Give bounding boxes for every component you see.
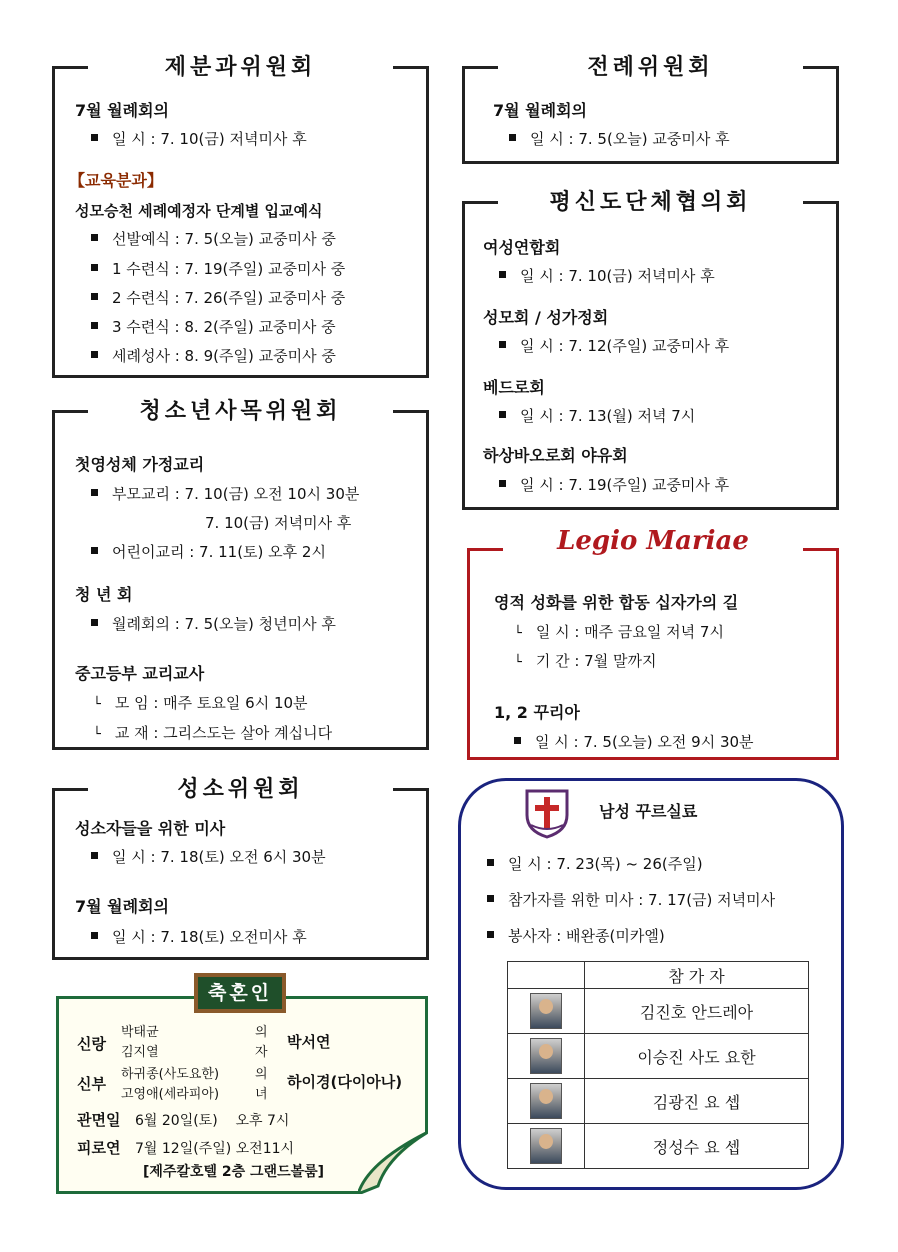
section-title: 전례위원회 bbox=[587, 55, 714, 80]
heading: 베드로회 bbox=[483, 378, 545, 397]
person-photo bbox=[530, 993, 562, 1029]
groom-label: 신랑 bbox=[77, 1035, 106, 1053]
groom-parent: 김지열 bbox=[121, 1045, 159, 1060]
heading: 성모회 / 성가정회 bbox=[483, 308, 609, 327]
list-item: 2 수련식 : 7. 26(주일) 교중미사 중 bbox=[91, 287, 345, 308]
page-curl-icon bbox=[358, 1132, 428, 1194]
list-item: 참가자를 위한 미사 : 7. 17(금) 저녁미사 bbox=[487, 889, 775, 910]
list-item: 일 시 : 7. 12(주일) 교중미사 후 bbox=[499, 335, 729, 356]
participant-name: 정성수 요 셉 bbox=[585, 1124, 809, 1169]
piroyeon-label: 피로연 bbox=[77, 1139, 121, 1157]
list-item: 1 수련식 : 7. 19(주일) 교중미사 중 bbox=[91, 258, 345, 279]
list-item: 월례회의 : 7. 5(오늘) 청년미사 후 bbox=[91, 613, 336, 634]
list-item: └ 교 재 : 그리스도는 살아 계십니다 bbox=[93, 724, 333, 742]
list-item: 어린이교리 : 7. 11(토) 오후 2시 bbox=[91, 541, 326, 562]
list-item: └ 모 임 : 매주 토요일 6시 10분 bbox=[93, 694, 308, 712]
list-item: 일 시 : 7. 18(토) 오전미사 후 bbox=[91, 926, 307, 947]
list-item: 선발예식 : 7. 5(오늘) 교중미사 중 bbox=[91, 228, 336, 249]
heading: 남성 꾸르실료 bbox=[599, 802, 698, 821]
heading: 1, 2 꾸리아 bbox=[494, 703, 580, 722]
relation-char: 의 bbox=[255, 1067, 268, 1082]
heading: 7월 월례회의 bbox=[75, 101, 169, 120]
bride-parent: 하귀종(사도요한) bbox=[121, 1067, 220, 1082]
section-title: 청소년사목위원회 bbox=[139, 399, 342, 424]
heading: 여성연합회 bbox=[483, 238, 561, 257]
groom-name: 박서연 bbox=[287, 1033, 331, 1051]
bride-parent: 고영애(세라피아) bbox=[121, 1087, 220, 1102]
list-item: 일 시 : 7. 5(오늘) 오전 9시 30분 bbox=[514, 731, 754, 752]
section-title: 성소위원회 bbox=[177, 777, 304, 802]
list-item: 일 시 : 7. 23(목) ~ 26(주일) bbox=[487, 853, 703, 874]
gwanmyeon-label: 관면일 bbox=[77, 1111, 121, 1129]
person-photo bbox=[530, 1128, 562, 1164]
list-item: └ 기 간 : 7월 말까지 bbox=[514, 652, 657, 670]
list-item: └ 일 시 : 매주 금요일 저녁 7시 bbox=[514, 623, 724, 641]
list-item: 3 수련식 : 8. 2(주일) 교중미사 중 bbox=[91, 316, 336, 337]
participant-name: 김진호 안드레아 bbox=[585, 989, 809, 1034]
cursillo-emblem-icon bbox=[521, 787, 573, 839]
bride-name: 하이경(다이아나) bbox=[287, 1073, 403, 1091]
list-item: 일 시 : 7. 5(오늘) 교중미사 후 bbox=[509, 128, 730, 149]
heading: 7월 월례회의 bbox=[493, 101, 587, 120]
list-item: 세례성사 : 8. 9(주일) 교중미사 중 bbox=[91, 345, 336, 366]
table-row bbox=[508, 989, 809, 1034]
list-item: 부모교리 : 7. 10(금) 오전 10시 30분 bbox=[91, 483, 359, 504]
person-photo bbox=[530, 1038, 562, 1074]
tag: 【교육분과】 bbox=[69, 171, 163, 190]
youth-section bbox=[52, 399, 429, 750]
section-title: 평신도단체협의회 bbox=[549, 190, 752, 215]
legio-section bbox=[467, 526, 839, 760]
pyeongsindo-section bbox=[462, 190, 839, 510]
list-item: 봉사자 : 배완종(미카엘) bbox=[487, 925, 665, 946]
person-photo bbox=[530, 1083, 562, 1119]
wedding-chalkboard-title: 축혼인 bbox=[194, 973, 286, 1013]
list-item: 일 시 : 7. 13(월) 저녁 7시 bbox=[499, 405, 695, 426]
heading: 성모승천 세례예정자 단계별 입교예식 bbox=[75, 202, 323, 220]
legio-logo: Legio Mariae bbox=[557, 526, 749, 556]
gwanmyeon-date: 6월 20일(토) 오후 7시 bbox=[135, 1113, 290, 1129]
cursillo-section bbox=[458, 778, 844, 1190]
relation-char: 녀 bbox=[255, 1087, 268, 1102]
list-item: 일 시 : 7. 10(금) 저녁미사 후 bbox=[499, 265, 715, 286]
heading: 청 년 회 bbox=[75, 585, 133, 604]
list-item-continued: 7. 10(금) 저녁미사 후 bbox=[205, 514, 352, 532]
participant-name: 김광진 요 셉 bbox=[585, 1079, 809, 1124]
heading: 첫영성체 가정교리 bbox=[75, 455, 205, 474]
table-row bbox=[508, 1124, 809, 1169]
section-title: 제분과위원회 bbox=[164, 55, 317, 80]
relation-char: 자 bbox=[255, 1045, 268, 1060]
table-row bbox=[508, 1034, 809, 1079]
jebungwa-section bbox=[52, 55, 429, 378]
list-item: 일 시 : 7. 19(주일) 교중미사 후 bbox=[499, 474, 729, 495]
relation-char: 의 bbox=[255, 1025, 268, 1040]
list-item: 일 시 : 7. 18(토) 오전 6시 30분 bbox=[91, 846, 326, 867]
table-row bbox=[508, 1079, 809, 1124]
heading: 성소자들을 위한 미사 bbox=[75, 819, 226, 838]
table-header: 참 가 자 bbox=[585, 962, 809, 989]
seongso-section bbox=[52, 777, 429, 960]
heading: 영적 성화를 위한 합동 십자가의 길 bbox=[494, 593, 739, 612]
jeonrye-section bbox=[462, 55, 839, 164]
wedding-section bbox=[56, 982, 428, 1194]
heading: 하상바오로회 야유회 bbox=[483, 446, 628, 465]
participant-name: 이승진 사도 요한 bbox=[585, 1034, 809, 1079]
bride-label: 신부 bbox=[77, 1075, 106, 1093]
list-item: 일 시 : 7. 10(금) 저녁미사 후 bbox=[91, 128, 307, 149]
piroyeon-venue: [제주칼호텔 2층 그랜드볼룸] bbox=[143, 1164, 325, 1180]
participants-table bbox=[507, 961, 809, 1169]
heading: 중고등부 교리교사 bbox=[75, 664, 205, 683]
piroyeon-date: 7월 12일(주일) 오전11시 bbox=[135, 1141, 295, 1157]
groom-parent: 박태균 bbox=[121, 1025, 159, 1040]
heading: 7월 월례회의 bbox=[75, 897, 169, 916]
table-header-row bbox=[508, 962, 809, 989]
